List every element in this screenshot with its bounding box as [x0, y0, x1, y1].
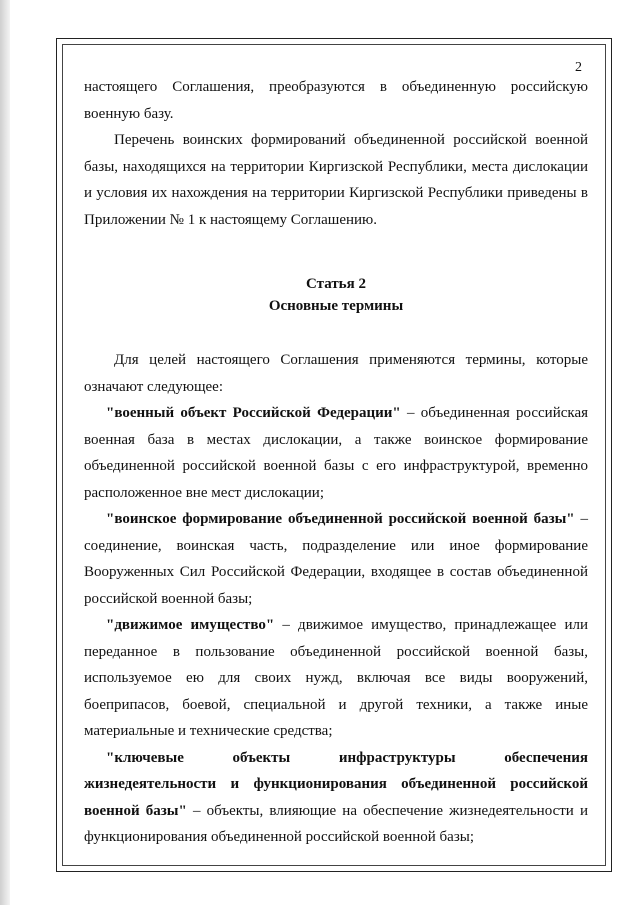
article-number: Статья 2 — [306, 276, 366, 292]
definitions-intro: Для целей настоящего Соглашения применяются термины, которые означают следующее: — [84, 352, 588, 395]
document-body — [84, 74, 588, 851]
definition-term: "ключевые объекты инфраструктуры обеспечения жизнедеятельности и функционирования объединенной российской военной базы" — [84, 749, 588, 819]
definition-text: – объединенная российская военная база в местах дислокации, а также воинское формирование объединенной российской военной базы с его инфраструктурой, временно расположенное вне мест дислокации; — [84, 405, 588, 501]
definition-item — [84, 745, 588, 851]
scan-edge-shadow — [0, 0, 10, 905]
article-heading — [84, 273, 588, 317]
definition-term: "движимое имущество" — [106, 617, 275, 633]
definition-text: – объекты, влияющие на обеспечение жизнедеятельности и функционирования объединенной российской военной базы; — [84, 802, 588, 845]
definition-item — [84, 612, 588, 745]
paragraph-continuation: настоящего Соглашения, преобразуются в объединенную российскую военную базу. — [84, 79, 588, 122]
definition-text: – движимое имущество, принадлежащее или переданное в пользование объединенной российской военной базы, используемое ею для своих нужд, включая все виды вооружений, боеприпасов, боевой, специальной и другой техники, а также иные материальные и технические средства; — [84, 617, 588, 739]
paragraph-list-of-units: Перечень воинских формирований объединенной российской военной базы, находящихся на территории Киргизской Республики, места дислокации и условия их нахождения на территории Киргизской Республики приведены в Приложении № 1 к настоящему Соглашению. — [84, 132, 588, 228]
definition-text: –соединение, воинская часть, подразделение или иное формирование Вооруженных Сил Российской Федерации, входящее в состав объединенной российской военной базы; — [84, 511, 588, 607]
definition-item — [84, 506, 588, 612]
definition-term: "военный объект Российской Федерации" — [106, 405, 401, 421]
article-title: Основные термины — [268, 298, 404, 314]
definition-term: "воинское формирование объединенной российской военной базы" — [106, 511, 575, 527]
page-number: 2 — [575, 60, 582, 75]
definition-item — [84, 400, 588, 506]
